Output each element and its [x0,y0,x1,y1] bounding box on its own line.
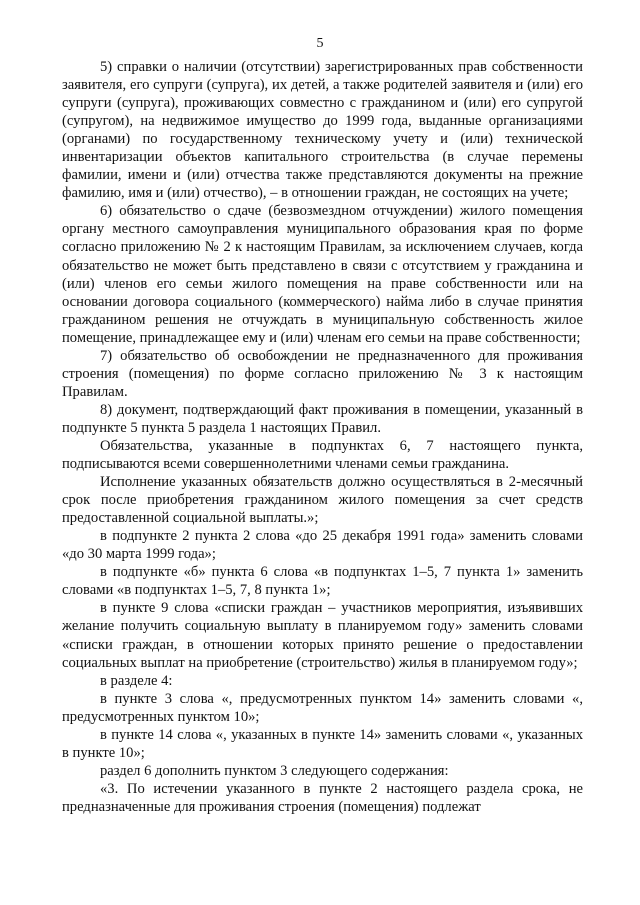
paragraph-obligations-execution: Исполнение указанных обязательств должно осуществляться в 2-месячный срок после приобретения гражданином жилого помещения за счет средств предоставленной социальной выплаты.»; [62,474,583,527]
paragraph-item-8: 8) документ, подтверждающий факт проживания в помещении, указанный в подпункте 5 пункта 5 раздела 1 настоящих Правил. [62,401,583,436]
page-number: 5 [316,36,324,51]
paragraph-amend-point-3: в пункте 3 слова «, предусмотренных пунктом 14» заменить словами «, предусмотренных пунктом 10»; [62,690,583,725]
paragraph-section-6: раздел 6 дополнить пунктом 3 следующего содержания: [100,762,449,779]
paragraph-section-4: в разделе 4: [100,672,173,689]
paragraph-item-6: 6) обязательство о сдаче (безвозмездном отчуждении) жилого помещения органу местного самоуправления муниципального образования края по форме согласно приложению № 2 к настоящим Правилам, за исключением случаев, когда обязательство не может быть представлено в связи с отсутствием у гражданина и (или) членов его семьи жилого помещения на праве собственности или на основании договора социального (коммерческого) найма либо в случае принятия гражданином решения не отчуждать в муниципальную собственность жилое помещение, принадлежащее ему и (или) членам его семьи на праве собственности; [62,203,583,346]
paragraph-obligations-signing: Обязательства, указанные в подпунктах 6, 7 настоящего пункта, подписываются всеми совершеннолетними членами семьи гражданина. [62,437,583,473]
paragraph-new-point-3: «3. По истечении указанного в пункте 2 настоящего раздела срока, не предназначенные для проживания строения (помещения) подлежат [62,780,583,815]
paragraph-amend-point-9: в пункте 9 слова «списки граждан – участников мероприятия, изъявивших желание получить социальную выплату в планируемом году» заменить словами «списки граждан, в отношении которых принято решение о предоставлении социальных выплат на приобретение (строительство) жилья в планируемом году»; [62,600,583,671]
paragraph-amend-point-14: в пункте 14 слова «, указанных в пункте 14» заменить словами «, указанных в пункте 10»; [62,726,583,761]
paragraph-amend-subpoint-2: в подпункте 2 пункта 2 слова «до 25 декабря 1991 года» заменить словами «до 30 марта 1999 года»; [62,528,583,563]
paragraph-item-7: 7) обязательство об освобождении не предназначенного для проживания строения (помещения) по форме согласно приложению № 3 к настоящим Правилам. [62,347,583,400]
document-body [62,58,583,816]
paragraph-item-5: 5) справки о наличии (отсутствии) зарегистрированных прав собственности заявителя, его супруги (супруга), их детей, а также родителей заявителя и (или) его супруги (супруга), проживающих совместно с гражданином и (или) его супругой (супругом), на недвижимое имущество до 1999 года, выданные организациями (органами) по государственному техническому учету и (или) технической инвентаризации объектов капитального строительства (в случае перемены фамилии, имени и (или) отчества также представляются документы на прежние фамилию, имя и (или) отчество), – в отношении граждан, не состоящих на учете; [62,59,583,202]
paragraph-amend-subpoint-b: в подпункте «б» пункта 6 слова «в подпунктах 1–5, 7 пункта 1» заменить словами «в подпунктах 1–5, 7, 8 пункта 1»; [62,564,583,599]
